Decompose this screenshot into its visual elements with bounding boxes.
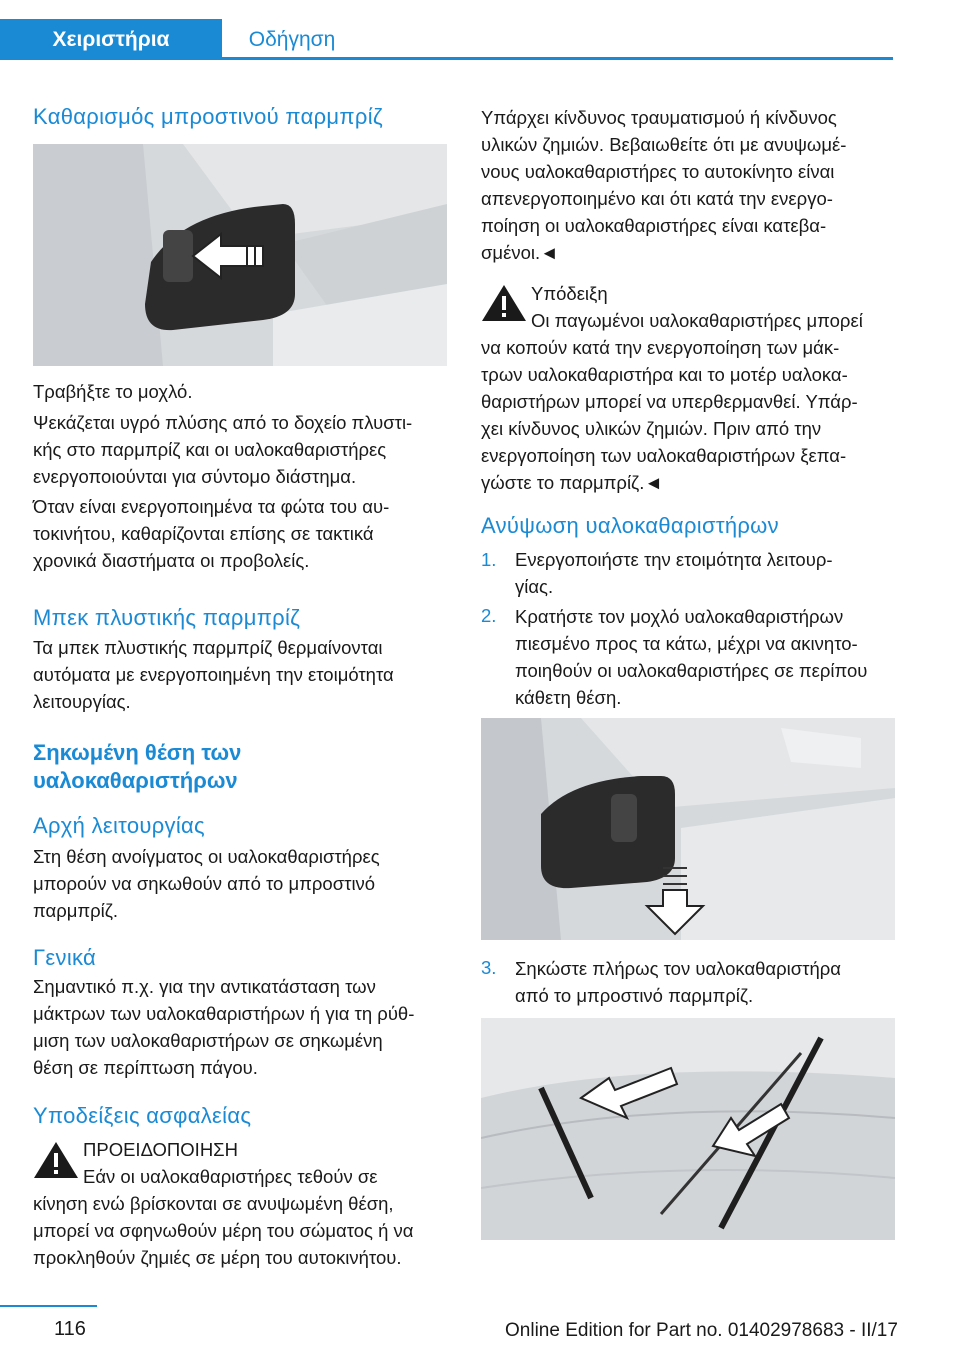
page-number: 116 <box>54 1318 86 1340</box>
text-spray: Ψεκάζεται υγρό πλύσης από το δοχείο πλυστι- κής στο παρμπρίζ και οι υαλοκαθαριστήρες ενεργοποιούνται για σύντομο διάστημα. <box>33 412 413 487</box>
heading-raised-line1: Σηκωμένη θέση των <box>33 740 242 765</box>
text-principle: Στη θέση ανοίγματος οι υαλοκαθαριστήρες μπορούν να σηκωθούν από το μπροστινό παρμπρίζ. <box>33 846 380 921</box>
tab-driving[interactable]: Οδήγηση <box>248 27 336 51</box>
footer-rule <box>0 1305 97 1307</box>
step-text: Ενεργοποιήστε την ετοιμότητα λειτουρ- γίας. <box>515 549 833 597</box>
note-title: Υπόδειξη <box>531 283 608 304</box>
heading-raised-line2: υαλοκαθαριστήρων <box>33 768 238 793</box>
note-warning-icon <box>481 283 527 323</box>
heading-principle: Αρχή λειτουργίας <box>33 813 205 838</box>
step-number: 1. <box>481 549 497 570</box>
warning-text: κίνηση ενώ βρίσκονται σε ανυψωμένη θέση, μπορεί να σφηνωθούν μέρη του σώματος ή να προκληθούν ζημιές σε μέρη του αυτοκινήτου. <box>33 1193 414 1268</box>
text-pull-lever: Τραβήξτε το μοχλό. <box>33 381 193 402</box>
heading-safety: Υποδείξεις ασφαλείας <box>33 1103 252 1128</box>
warning-text-first-line: Εάν οι υαλοκαθαριστήρες τεθούν σε <box>83 1166 378 1187</box>
illustration-lever-pull <box>33 144 447 366</box>
step-text: Κρατήστε τον μοχλό υαλοκαθαριστήρων πιεσμένο προς τα κάτω, μέχρι να ακινητο- ποιηθούν οι υαλοκαθαριστήρες σε περίπου κάθετη θέση. <box>515 606 868 708</box>
text-headlights: Όταν είναι ενεργοποιημένα τα φώτα του αυ- τοκινήτου, καθαρίζονται επίσης σε τακτικά χρονικά διαστήματα οι προβολείς. <box>33 496 390 571</box>
heading-nozzles: Μπεκ πλυστικής παρμπρίζ <box>33 605 301 630</box>
heading-general: Γενικά <box>33 945 97 970</box>
header-tabbar <box>0 0 893 60</box>
edition-footer: Online Edition for Part no. 01402978683 - II/17 <box>505 1320 898 1341</box>
warning-title: ΠΡΟΕΙΔΟΠΟΙΗΣΗ <box>83 1139 238 1160</box>
heading-lift-wipers: Ανύψωση υαλοκαθαριστήρων <box>481 513 779 538</box>
illustration-lever-press <box>481 718 895 940</box>
text-nozzles: Τα μπεκ πλυστικής παρμπρίζ θερμαίνονται αυτόματα με ενεργοποιημένη την ετοιμότητα λειτουργίας. <box>33 637 394 712</box>
note-text: να κοπούν κατά την ενεργοποίηση των μάκ- τρων υαλοκαθαριστήρα και το μοτέρ υαλοκα- θαριστήρων μπορεί να υπερθερμανθεί. Υπάρ- χει κίνδυνος υλικών ζημιών. Πριν από την ενεργοποίηση των υαλοκαθαριστήρων ξεπα- γώστε το παρμπρίζ.◄ <box>481 337 858 493</box>
step-number: 3. <box>481 957 497 978</box>
illustration-lift-wiper <box>481 1018 895 1240</box>
tab-controls[interactable]: Χειριστήρια <box>0 19 222 60</box>
heading-front-wash: Καθαρισμός μπροστινού παρμπρίζ <box>33 104 383 129</box>
header-rule <box>0 57 893 60</box>
note-text-first-line: Οι παγωμένοι υαλοκαθαριστήρες μπορεί <box>531 310 863 331</box>
text-injury-risk: Υπάρχει κίνδυνος τραυματισμού ή κίνδυνος υλικών ζημιών. Βεβαιωθείτε ότι με ανυψωμέ- νους υαλοκαθαριστήρες το αυτοκίνητο είναι απενεργοποιημένο και ότι κατά την ενεργο- ποίηση οι υαλοκαθαριστήρες είναι κατεβα- σμένοι.◄ <box>481 107 847 263</box>
step-number: 2. <box>481 605 497 626</box>
step-text: Σηκώστε πλήρως τον υαλοκαθαριστήρα από το μπροστινό παρμπρίζ. <box>515 958 841 1006</box>
warning-icon <box>33 1140 79 1180</box>
text-general: Σημαντικό π.χ. για την αντικατάσταση των μάκτρων των υαλοκαθαριστήρων ή για τη ρύθ- μιση των υαλοκαθαριστήρων σε σηκωμένη θέση σε περίπτωση πάγου. <box>33 976 415 1078</box>
